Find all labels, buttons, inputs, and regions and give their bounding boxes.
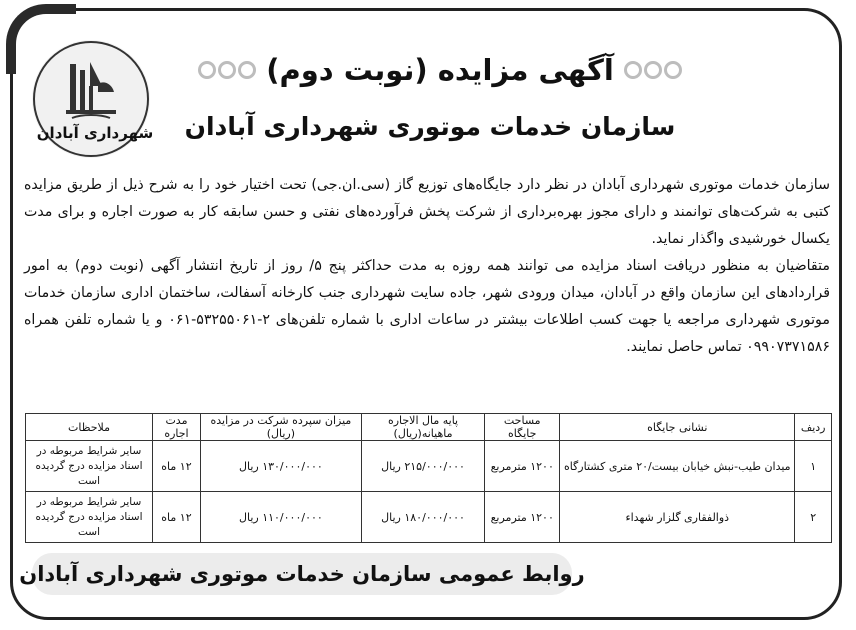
header-notes: ملاحظات: [26, 414, 153, 441]
ornament-left-icon: [624, 61, 682, 79]
cell-base-rent: ۱۸۰/۰۰۰/۰۰۰ ریال: [361, 492, 484, 543]
cell-notes: سایر شرایط مربوطه در اسناد مزایده درج گردیده است: [26, 492, 153, 543]
header-base-rent: پایه مال الاجاره ماهیانه(ریال): [361, 414, 484, 441]
cell-radif: ۲: [795, 492, 832, 543]
body-paragraph-1: سازمان خدمات موتوری شهرداری آبادان در نظر دارد جایگاه‌های توزیع گاز (سی.ان.جی) تحت اختیار خود را به شرح ذیل از طریق مزایده کتبی به شرکت‌های توانمند و دارای مجوز بهره‌برداری از شرکت پخش فرآورده‌های نفتی و حسن سابقه کار به صورت اجاره و برای مدت یکسال خورشیدی واگذار نماید.: [24, 177, 830, 247]
header-deposit: میزان سپرده شرکت در مزایده (ریال): [200, 414, 361, 441]
logo-caption: شهرداری آبادان: [36, 124, 154, 142]
cell-area: ۱۲۰۰ مترمربع: [485, 492, 560, 543]
table-header-row: [26, 414, 832, 441]
notice-body: [24, 172, 830, 361]
body-paragraph-2: متقاضیان به منظور دریافت اسناد مزایده می توانند همه روزه به مدت حداکثر پنج ۵/ روز از تاریخ انتشار آگهی (نوبت دوم) به امور قراردادهای این سازمان واقع در آبادان، میدان ورودی شهر، جاده سایت شهرداری جنب کارخانه آسفالت، ساختمان اداری سازمان خدمات موتوری شهرداری مراجعه یا جهت کسب اطلاعات بیشتر در ساعات اداری با شماره تلفن‌های ۲-۵۳۲۵۵۰۶۱-۰۶۱ و یا شماره تلفن همراه ۰۹۹۰۷۳۷۱۵۸۶ تماس حاصل نمایند.: [24, 258, 830, 355]
cell-address: ذوالفقاری گلزار شهداء: [560, 492, 795, 543]
organization-heading: سازمان خدمات موتوری شهرداری آبادان: [184, 112, 676, 141]
header-area: مساحت جایگاه: [485, 414, 560, 441]
cell-address: میدان طیب-نبش خیابان بیست/۲۰ متری کشتارگاه: [560, 441, 795, 492]
cell-deposit: ۱۳۰/۰۰۰/۰۰۰ ریال: [200, 441, 361, 492]
table-row: [26, 492, 832, 543]
table-row: [26, 441, 832, 492]
cell-duration: ۱۲ ماه: [153, 441, 201, 492]
cell-base-rent: ۲۱۵/۰۰۰/۰۰۰ ریال: [361, 441, 484, 492]
cell-duration: ۱۲ ماه: [153, 492, 201, 543]
ornament-right-icon: [198, 61, 256, 79]
footer-banner: روابط عمومی سازمان خدمات موتوری شهرداری آبادان: [32, 553, 572, 595]
cell-area: ۱۲۰۰ مترمربع: [485, 441, 560, 492]
title-row: [190, 48, 690, 92]
cell-radif: ۱: [795, 441, 832, 492]
header-radif: ردیف: [795, 414, 832, 441]
cell-notes: سایر شرایط مربوطه در اسناد مزایده درج گردیده است: [26, 441, 153, 492]
notice-title: آگهی مزایده (نوبت دوم): [266, 53, 614, 87]
auction-table: [25, 413, 832, 543]
header-duration: مدت اجاره: [153, 414, 201, 441]
header-address: نشانی جایگاه: [560, 414, 795, 441]
cell-deposit: ۱۱۰/۰۰۰/۰۰۰ ریال: [200, 492, 361, 543]
